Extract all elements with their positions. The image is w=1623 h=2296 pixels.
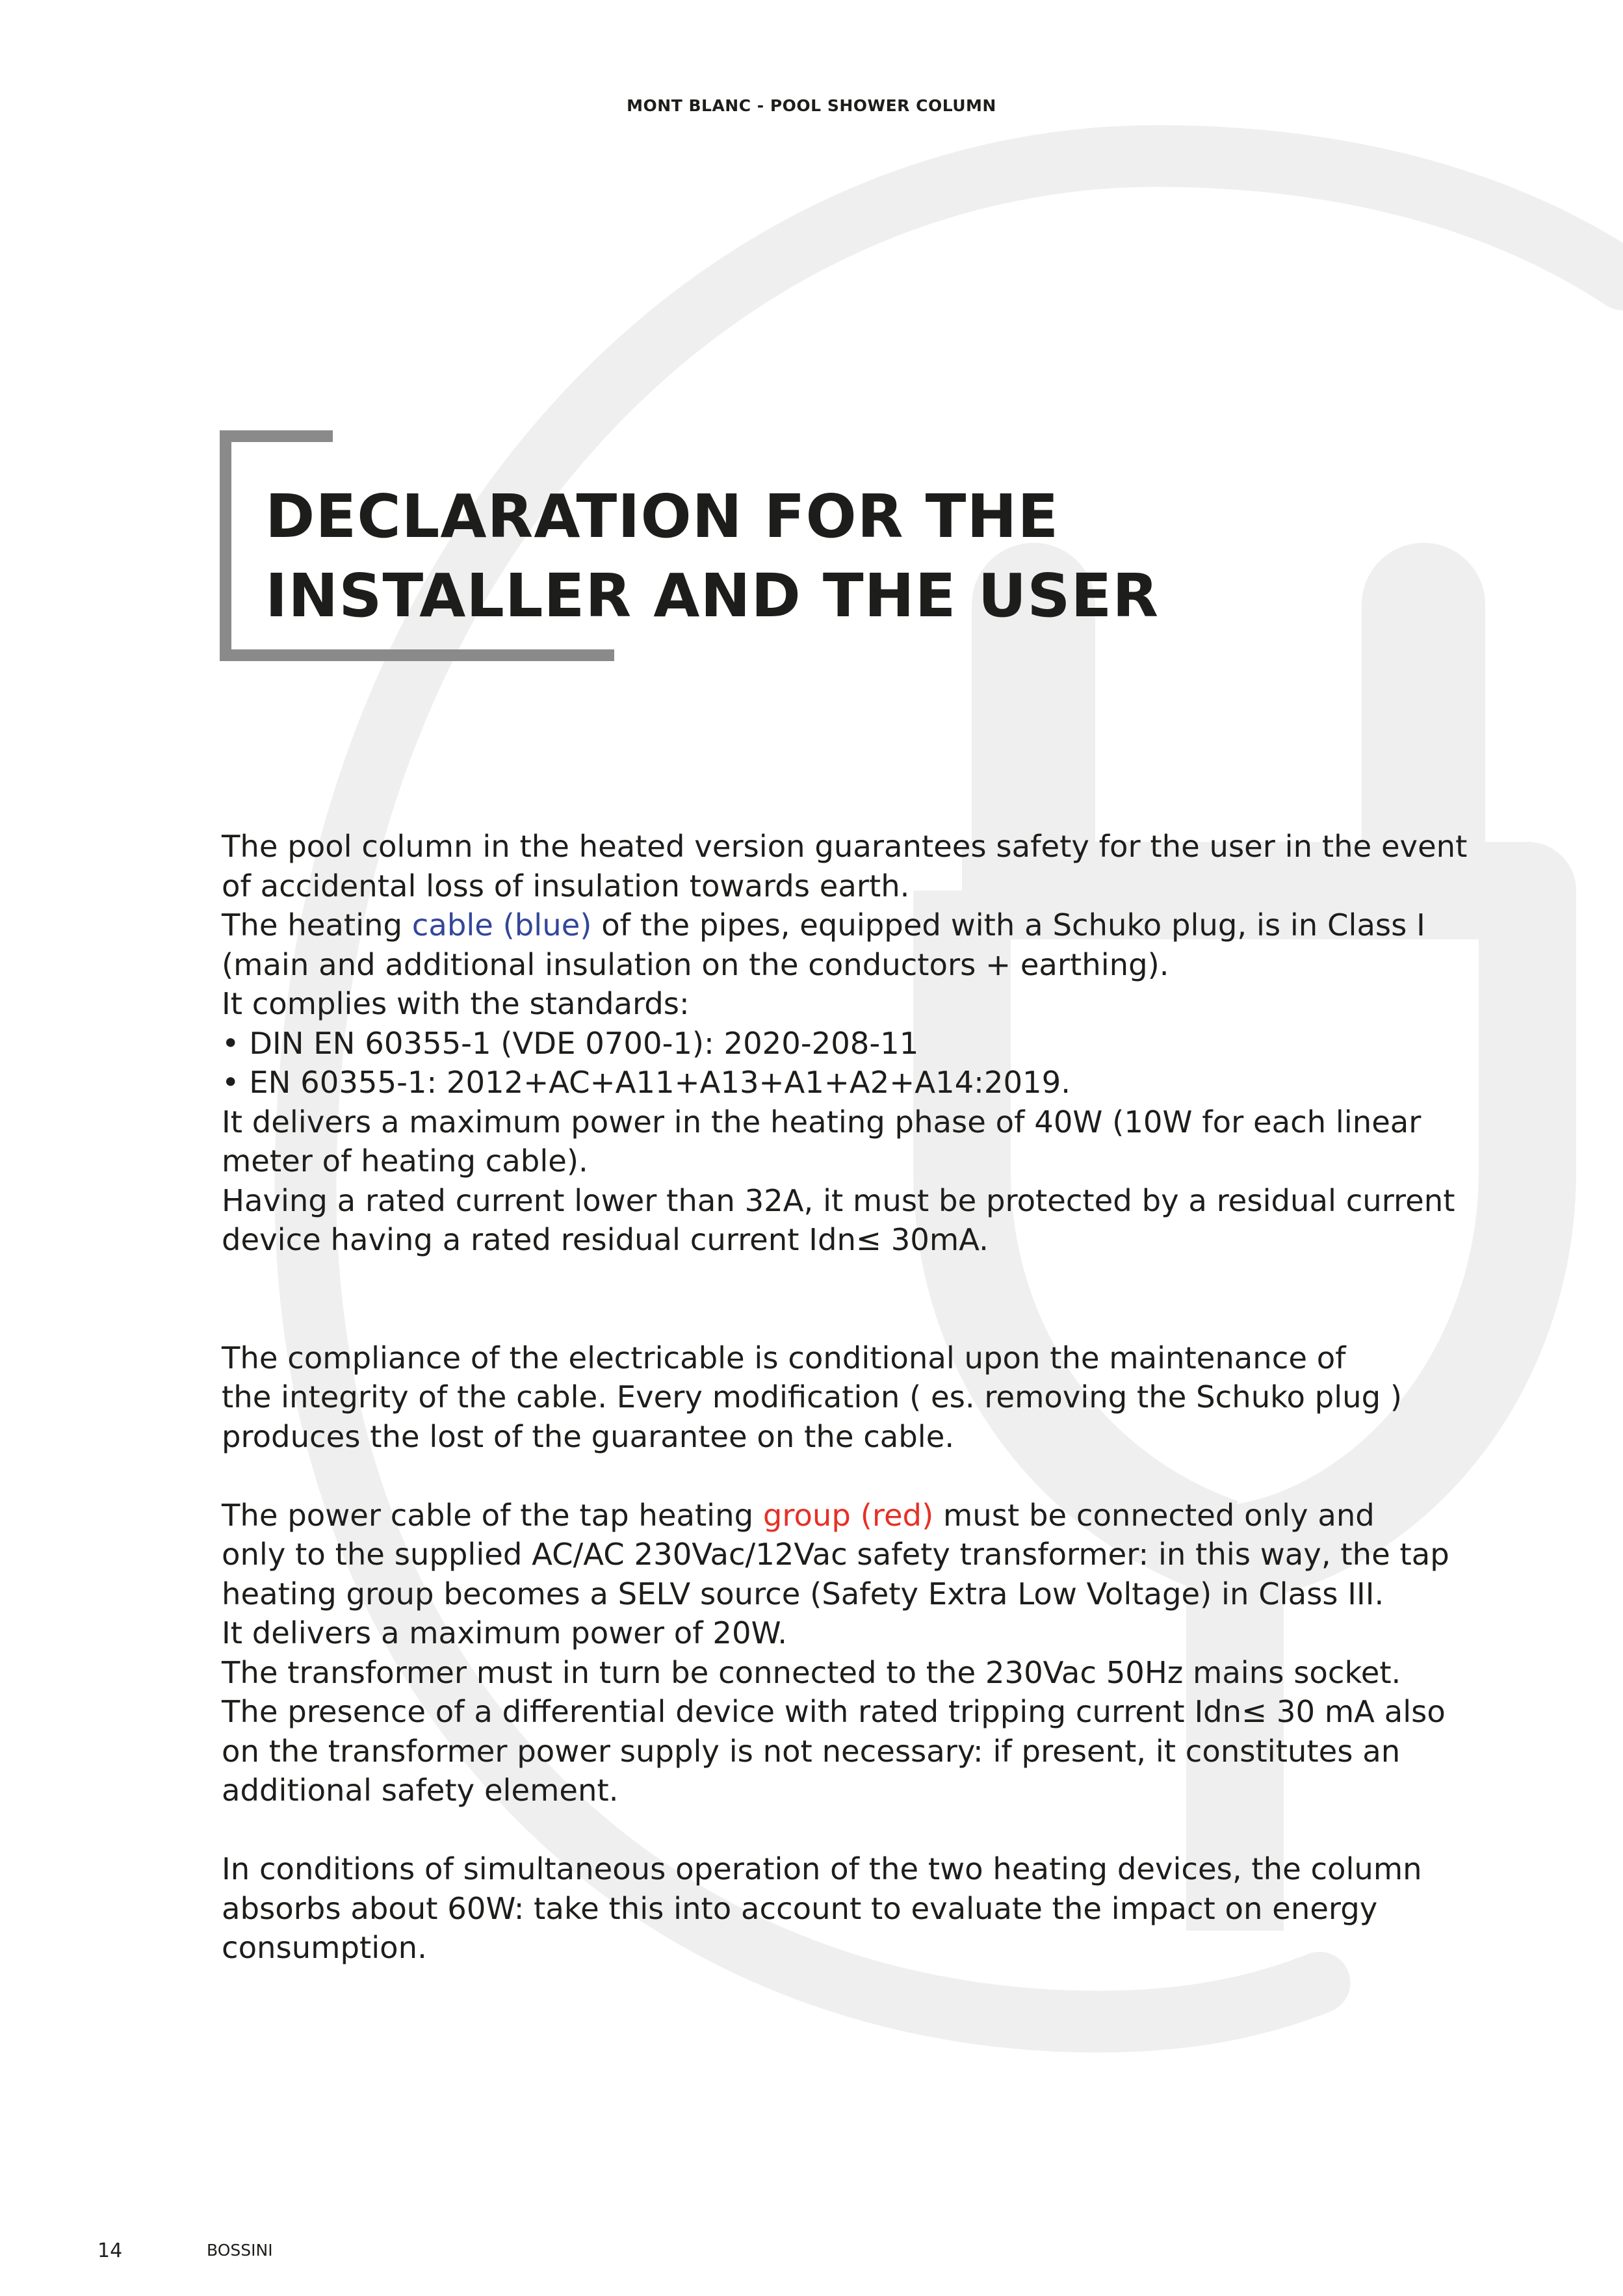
footer-brand: BOSSINI <box>207 2241 273 2260</box>
text-line: In conditions of simultaneous operation of the two heating devices, the column <box>222 1851 1422 1886</box>
paragraph-spacer <box>222 1456 1444 1496</box>
paragraph-simultaneous-operation <box>222 1849 1444 1968</box>
page-title <box>265 477 1305 636</box>
paragraph-cable-compliance <box>222 1338 1444 1457</box>
text-line: It delivers a maximum power of 20W. <box>222 1615 787 1650</box>
declaration-body <box>222 827 1468 1968</box>
text-line: the integrity of the cable. Every modification ( es. removing the Schuko plug ) <box>222 1379 1403 1415</box>
text-line: (main and additional insulation on the conductors + earthing). <box>222 946 1169 982</box>
text-line: consumption. <box>222 1930 427 1965</box>
text-line: device having a rated residual current Idn≤ 30mA. <box>222 1222 989 1257</box>
page-title-line-2: INSTALLER AND THE USER <box>265 561 1160 631</box>
page-title-line-1: DECLARATION FOR THE <box>265 482 1059 551</box>
paragraph-heated-version <box>222 827 1468 1260</box>
text-line: The presence of a differential device with rated tripping current Idn≤ 30 mA also <box>222 1694 1446 1729</box>
paragraph-tap-heating-group <box>222 1496 1449 1810</box>
page-number: 14 <box>97 2239 123 2262</box>
text-line: meter of heating cable). <box>222 1143 588 1179</box>
running-header: MONT BLANC - POOL SHOWER COLUMN <box>627 96 996 115</box>
text-segment: must be connected only and <box>933 1497 1375 1533</box>
text-line: additional safety element. <box>222 1773 619 1808</box>
standard-list-item: • DIN EN 60355-1 (VDE 0700-1): 2020-208-11 <box>222 1025 919 1061</box>
text-line: The pool column in the heated version guarantees safety for the user in the event <box>222 829 1468 864</box>
cable-blue-highlight: cable (blue) <box>411 907 592 943</box>
text-line: Having a rated current lower than 32A, it must be protected by a residual current <box>222 1182 1455 1218</box>
text-segment: The heating <box>222 907 412 943</box>
text-segment: of the pipes, equipped with a Schuko plug, is in Class I <box>591 907 1425 943</box>
text-line: on the transformer power supply is not necessary: if present, it constitutes an <box>222 1733 1401 1769</box>
paragraph-spacer <box>222 1260 1444 1338</box>
paragraph-spacer <box>222 1810 1444 1850</box>
text-line: The compliance of the electricable is conditional upon the maintenance of <box>222 1340 1346 1376</box>
text-line: only to the supplied AC/AC 230Vac/12Vac safety transformer: in this way, the tap <box>222 1537 1449 1572</box>
text-line: It delivers a maximum power in the heating phase of 40W (10W for each linear <box>222 1104 1422 1140</box>
text-line: It complies with the standards: <box>222 986 690 1021</box>
text-segment: The power cable of the tap heating <box>222 1497 763 1533</box>
text-line: The transformer must in turn be connected to the 230Vac 50Hz mains socket. <box>222 1654 1401 1690</box>
group-red-highlight: group (red) <box>762 1497 934 1533</box>
text-line: heating group becomes a SELV source (Safety Extra Low Voltage) in Class III. <box>222 1576 1384 1611</box>
text-line-cable <box>222 906 1444 945</box>
standard-list-item: • EN 60355-1: 2012+AC+A11+A13+A1+A2+A14:2019. <box>222 1065 1071 1100</box>
text-line: produces the lost of the guarantee on the cable. <box>222 1418 955 1454</box>
text-line: absorbs about 60W: take this into account to evaluate the impact on energy <box>222 1890 1378 1926</box>
text-line-group <box>222 1496 1444 1535</box>
text-line: of accidental loss of insulation towards earth. <box>222 868 910 904</box>
